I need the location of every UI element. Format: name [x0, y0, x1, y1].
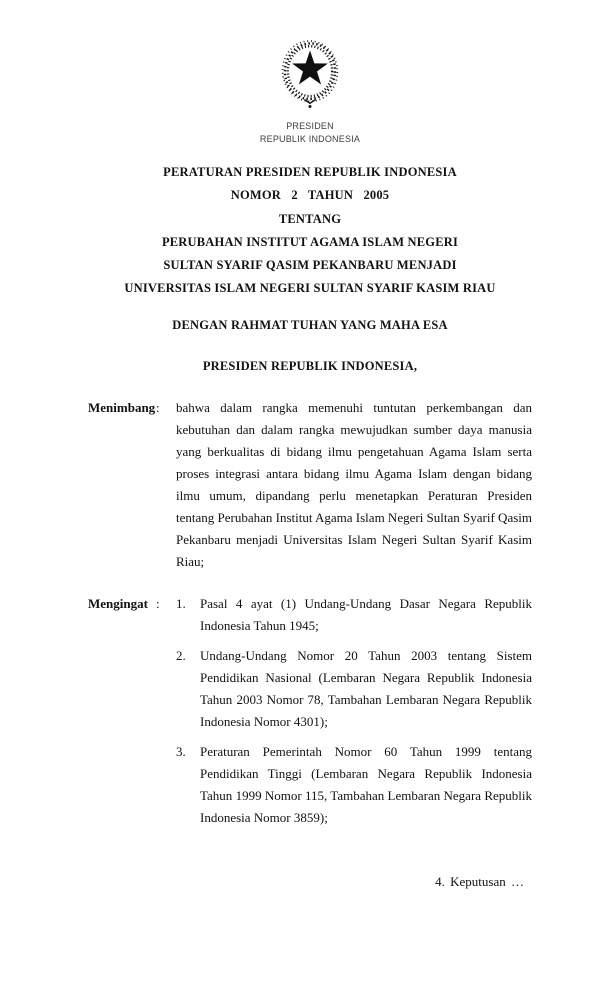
document-title-line-regulation: PERATURAN PRESIDEN REPUBLIK INDONESIA [163, 165, 457, 179]
legal-basis-item [176, 645, 532, 733]
item-text: Pasal 4 ayat (1) Undang-Undang Dasar Negara Republik Indonesia Tahun 1945; [200, 595, 532, 633]
legal-basis-item [176, 593, 532, 637]
letterhead-title: PRESIDEN [286, 121, 334, 131]
menimbang-label: Menimbang [88, 399, 156, 415]
letterhead [88, 0, 532, 146]
letterhead-subtitle: REPUBLIK INDONESIA [259, 134, 361, 144]
legal-basis-clause [88, 593, 532, 829]
page-catchword: 4. Keputusan … [435, 873, 524, 889]
document-title-line-subject-2: SULTAN SYARIF QASIM PEKANBARU MENJADI [163, 258, 457, 273]
mengingat-colon: : [156, 595, 160, 611]
menimbang-colon: : [156, 399, 160, 415]
item-number: 3. [176, 743, 186, 759]
wreath-ribbon-ornament [304, 99, 315, 108]
considerations-clause [88, 397, 532, 573]
item-number: 2. [176, 647, 186, 663]
menimbang-text: bahwa dalam rangka memenuhi tuntutan perkembangan dan kebutuhan dan dalam rangka mewujudkan sumber daya manusia yang berkualitas di bidang ilmu pengetahuan Agama Islam serta proses integrasi antara bidang ilmu Agama Islam dengan bidang ilmu umum, dipandang perlu menetapkan Peraturan Presiden tentang Perubahan Institut Agama Islam Negeri Sultan Syarif Qasim Pekanbaru menjadi Universitas Islam Negeri Sultan Syarif Kasim Riau; [176, 399, 532, 569]
document-title-block [88, 161, 532, 301]
mengingat-label: Mengingat [88, 595, 148, 611]
star-icon [292, 50, 328, 84]
document-title-line-subject-3: UNIVERSITAS ISLAM NEGERI SULTAN SYARIF KASIM RIAU [124, 281, 496, 296]
document-title-line-tentang: TENTANG [278, 211, 342, 226]
document-title-line-subject-1: PERUBAHAN INSTITUT AGAMA ISLAM NEGERI [161, 234, 459, 249]
legal-basis-list [176, 593, 532, 829]
document-title-line-number: NOMOR 2 TAHUN 2005 [230, 188, 390, 203]
legal-basis-item [176, 741, 532, 829]
item-number: 1. [176, 595, 186, 611]
invocation-line: DENGAN RAHMAT TUHAN YANG MAHA ESA [172, 317, 448, 332]
authority-line: PRESIDEN REPUBLIK INDONESIA, [202, 358, 418, 373]
presidential-star-wreath-emblem-icon [277, 37, 343, 111]
item-text: Peraturan Pemerintah Nomor 60 Tahun 1999 tentang Pendidikan Tinggi (Lembaran Negara Republik Indonesia Tahun 1999 Nomor 115, Tambahan Lembaran Negara Republik Indonesia Nomor 3859); [200, 743, 532, 825]
item-text: Undang-Undang Nomor 20 Tahun 2003 tentang Sistem Pendidikan Nasional (Lembaran Negara Republik Indonesia Tahun 2003 Nomor 78, Tambahan Lembaran Negara Republik Indonesia Nomor 4301); [200, 647, 532, 729]
